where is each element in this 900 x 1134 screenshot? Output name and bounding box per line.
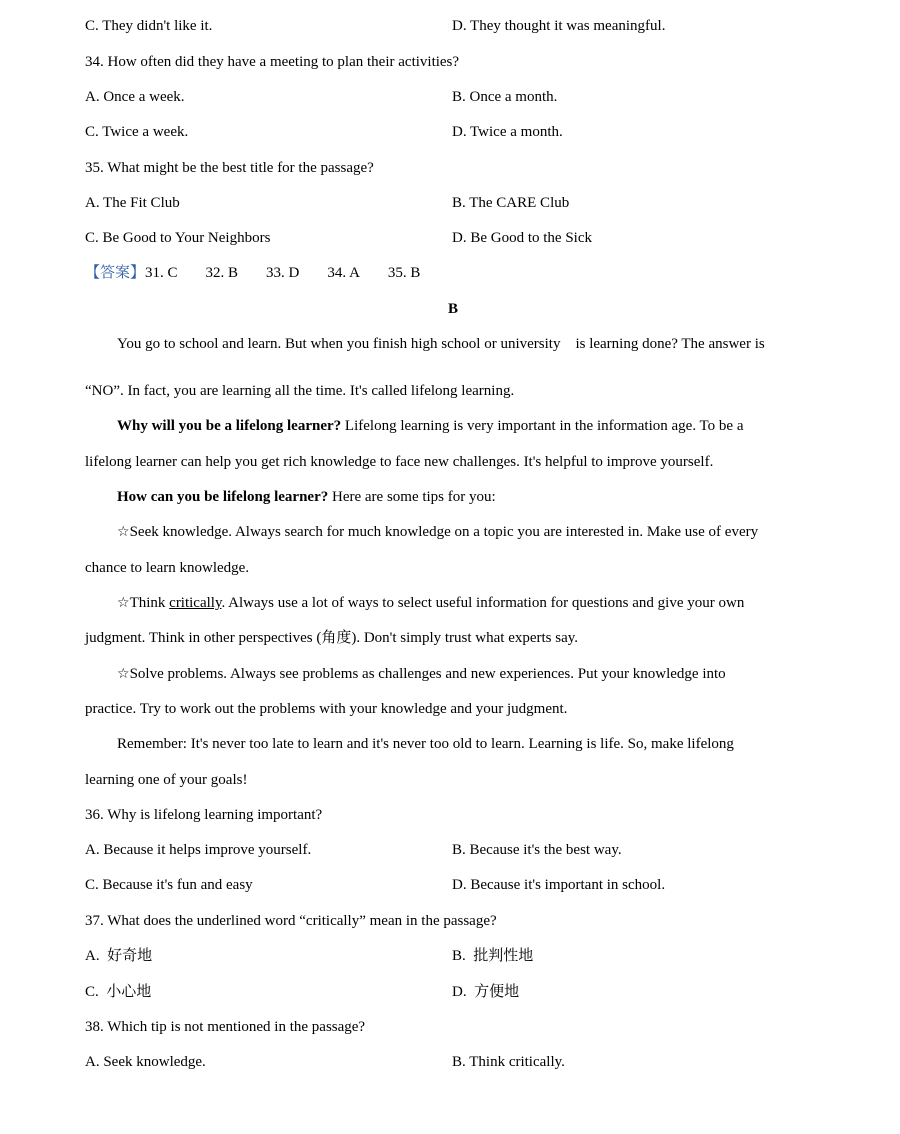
q38-option-b: B. Think critically. (452, 1054, 565, 1070)
q35-option-b: B. The CARE Club (452, 195, 570, 211)
passage-paragraph-2-line-1 (117, 416, 743, 436)
answer-item: 31. C (145, 265, 178, 281)
passage-paragraph-1-line-1: You go to school and learn. But when you finish high school or university is learning done? The answer is (117, 336, 765, 352)
q38-option-a: A. Seek knowledge. (85, 1054, 206, 1070)
q35-option-a: A. The Fit Club (85, 195, 180, 211)
q33-option-d: D. They thought it was meaningful. (452, 18, 666, 34)
passage-paragraph-3 (117, 487, 496, 507)
tip-3-line-2: practice. Try to work out the problems with your knowledge and your judgment. (85, 701, 568, 717)
paragraph-2-bold-lead: Why will you be a lifelong learner? (117, 418, 342, 434)
q35-question: 35. What might be the best title for the passage? (85, 160, 374, 176)
q34-question: 34. How often did they have a meeting to plan their activities? (85, 54, 460, 70)
tip-3-line-1 (117, 664, 726, 684)
tip-3-text: Solve problems. Always see problems as challenges and new experiences. Put your knowledge into (129, 666, 726, 682)
answer-tag: 【答案】 (85, 265, 146, 281)
q34-option-c: C. Twice a week. (85, 124, 189, 140)
underlined-word-critically: critically (169, 595, 222, 611)
q36-question: 36. Why is lifelong learning important? (85, 807, 323, 823)
q37-option-d: D. 方便地 (452, 984, 520, 1000)
paragraph-2-text: Lifelong learning is very important in the information age. To be a (341, 418, 744, 434)
tip-2-text: . Always use a lot of ways to select useful information for questions and give your own (221, 595, 745, 611)
q34-option-a: A. Once a week. (85, 89, 185, 105)
q37-option-b: B. 批判性地 (452, 948, 534, 964)
remember-line-1: Remember: It's never too late to learn and it's never too old to learn. Learning is life. So, make lifelong (117, 736, 734, 752)
q37-option-a: A. 好奇地 (85, 948, 153, 964)
tip-1-text: Seek knowledge. Always search for much knowledge on a topic you are interested in. Make use of every (129, 524, 759, 540)
q36-option-d: D. Because it's important in school. (452, 877, 666, 893)
paragraph-3-text: Here are some tips for you: (328, 489, 496, 505)
q35-option-d: D. Be Good to the Sick (452, 230, 592, 246)
tip-2-line-1 (117, 593, 744, 613)
q34-option-b: B. Once a month. (452, 89, 558, 105)
q36-option-b: B. Because it's the best way. (452, 842, 622, 858)
q38-question: 38. Which tip is not mentioned in the passage? (85, 1019, 366, 1035)
passage-paragraph-1-line-2: “NO”. In fact, you are learning all the time. It's called lifelong learning. (85, 383, 515, 399)
star-icon: ☆ (117, 666, 130, 682)
answer-item: 32. B (205, 265, 239, 281)
q34-option-d: D. Twice a month. (452, 124, 563, 140)
q33-option-c: C. They didn't like it. (85, 18, 213, 34)
q35-option-c: C. Be Good to Your Neighbors (85, 230, 271, 246)
q37-option-c: C. 小心地 (85, 984, 152, 1000)
tip-1-line-1 (117, 522, 758, 542)
tip-2-line-2: judgment. Think in other perspectives (角度). Don't simply trust what experts say. (85, 630, 579, 646)
answer-item: 34. A (327, 265, 360, 281)
remember-line-2: learning one of your goals! (85, 772, 248, 788)
paragraph-3-bold-lead: How can you be lifelong learner? (117, 489, 329, 505)
q36-option-c: C. Because it's fun and easy (85, 877, 253, 893)
answer-item: 33. D (266, 265, 300, 281)
tip-1-line-2: chance to learn knowledge. (85, 560, 250, 576)
answer-key (85, 263, 420, 283)
q37-question: 37. What does the underlined word “critically” mean in the passage? (85, 913, 497, 929)
answer-item: 35. B (387, 265, 421, 281)
passage-paragraph-2-line-2: lifelong learner can help you get rich knowledge to face new challenges. It's helpful to improve yourself. (85, 454, 714, 470)
tip-2-pre: Think (129, 595, 170, 611)
passage-heading: B (447, 301, 458, 317)
q36-option-a: A. Because it helps improve yourself. (85, 842, 312, 858)
star-icon: ☆ (117, 524, 130, 540)
star-icon: ☆ (117, 595, 130, 611)
